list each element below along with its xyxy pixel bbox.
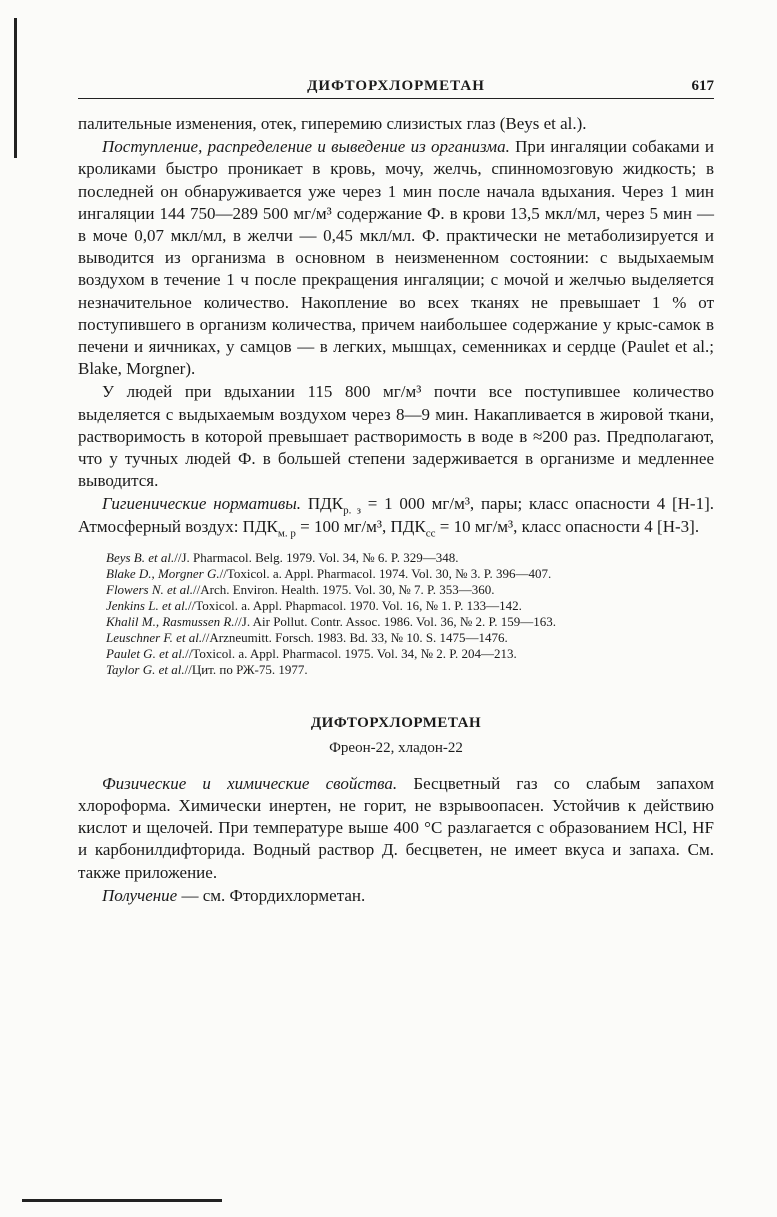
hygiene-part-2: = 100 мг/м³, [295, 516, 391, 536]
hygiene-paragraph [78, 493, 714, 540]
intake-body: При ингаляции собаками и кроликами быстро проникает в кровь, мочу, желчь, спинномозговую жидкость; в последней он обнаруживается уже через 1 мин после начала вдыхания. Через 1 мин ингаляции 144 750—289 500 мг/м³ содержание Ф. в крови 13,5 мкл/мл, через 5 мин — в моче 0,07 мкл/мл, в желчи — 0,45 мкл/мл. Ф. практически не метаболизируется и выводится из организма в основном в неизмененном состоянии: с выдыхаемым воздухом в течение 1 ч после прекращения ингаляции; с мочой и желчью выделяется незначительное количество. Накопление во всех тканях не превышает 1 % от поступившего в организм количества, причем наибольшее содержание у крыс-самок в печени и яичниках, у самцов — в легких, мышцах, семенниках и сердце (Paulet et al.; Blake, Morgner). [78, 137, 714, 379]
reference-list [78, 550, 714, 677]
hygiene-part-1: = 1 000 мг/м³, пары; класс опасности 4 [Н-1]. Атмосферный воздух: [78, 494, 714, 536]
page-number: 617 [691, 78, 714, 94]
reference-item [78, 630, 714, 645]
intake-paragraph [78, 136, 714, 380]
reference-source: //J. Air Pollut. Contr. Assoc. 1986. Vol. 36, № 2. P. 159—163. [234, 613, 557, 629]
reference-source: //J. Pharmacol. Belg. 1979. Vol. 34, № 6. P. 329—348. [174, 549, 459, 565]
humans-paragraph: У людей при вдыхании 115 800 мг/м³ почти все поступившее количество выделяется с выдыхаемым воздухом через 8—9 мин. Накапливается в жировой ткани, растворимость в которой превышает растворимость в воде в ≈200 раз. Предполагают, что у тучных людей Ф. в большей степени задерживается в организме и медленнее выводится. [78, 382, 714, 491]
reference-item [78, 646, 714, 661]
reference-source: //Toxicol. a. Appl. Phapmacol. 1970. Vol. 16, № 1. P. 133—142. [187, 597, 522, 613]
pdk-label-2: ПДК [242, 516, 278, 536]
reference-authors: Khalil M., Rasmussen R. [106, 613, 235, 629]
pdk-sub-rz: р. з [343, 504, 361, 517]
properties-paragraph [78, 773, 714, 884]
section-synonyms: Фреон-22, хладон-22 [329, 739, 463, 756]
reference-item [78, 662, 714, 677]
page [78, 78, 714, 907]
reference-item [78, 614, 714, 629]
preparation-paragraph [78, 885, 714, 907]
footnote-rule [22, 1199, 222, 1202]
reference-source: //Toxicol. a. Appl. Pharmacol. 1974. Vol. 30, № 3. P. 396—407. [219, 565, 552, 581]
reference-source: //Toxicol. a. Appl. Pharmacol. 1975. Vol. 34, № 2. P. 204—213. [185, 645, 517, 661]
pdk-sub-mr: м. р [277, 527, 296, 540]
running-title: ДИФТОРХЛОРМЕТАН [307, 78, 485, 94]
intake-heading: Поступление, распределение и выведение из организма. [102, 137, 510, 157]
pdk-label-3: ПДК [390, 516, 426, 536]
reference-source: //Arch. Environ. Health. 1975. Vol. 30, № 7. P. 353—360. [193, 581, 495, 597]
reference-source: //Цит. по РЖ-75. 1977. [184, 661, 308, 677]
reference-source: //Arzneumitt. Forsch. 1983. Bd. 33, № 10. S. 1475—1476. [202, 629, 508, 645]
reference-authors: Blake D., Morgner G. [106, 565, 220, 581]
properties-heading: Физические и химические свойства. [102, 773, 398, 793]
reference-authors: Leuschner F. et al. [106, 629, 203, 645]
reference-item [78, 566, 714, 581]
scan-edge-mark [14, 18, 17, 158]
reference-authors: Jenkins L. et al. [106, 597, 188, 613]
properties-body: Бесцветный газ со слабым запахом хлороформа. Химически инертен, не горит, не взрывоопасен. Устойчив к действию кислот и щелочей. При температуре выше 400 °С разлагается с образованием HCl, HF и карбонилдифторида. Водный раствор Д. бесцветен, не имеет вкуса и запаха. См. также приложение. [78, 773, 715, 882]
reference-item [78, 598, 714, 613]
reference-authors: Paulet G. et al. [106, 645, 186, 661]
hygiene-heading: Гигиенические нормативы. [102, 494, 302, 514]
reference-item [78, 550, 714, 565]
reference-item [78, 582, 714, 597]
reference-authors: Flowers N. et al. [106, 581, 194, 597]
section-title: ДИФТОРХЛОРМЕТАН [310, 714, 482, 731]
pdk-sub-ss: сс [425, 527, 436, 540]
reference-authors: Taylor G. et al. [106, 661, 185, 677]
reference-authors: Beys B. et al. [106, 549, 175, 565]
pdk-label-1: ПДК [307, 494, 344, 514]
running-header [78, 78, 714, 99]
preparation-body: — см. Фтордихлорметан. [177, 885, 366, 905]
hygiene-part-3: = 10 мг/м³, класс опасности 4 [Н-3]. [435, 516, 700, 536]
continuation-paragraph: палительные изменения, отек, гиперемию слизистых глаз (Beys et al.). [78, 114, 587, 133]
preparation-heading: Получение [102, 885, 178, 905]
